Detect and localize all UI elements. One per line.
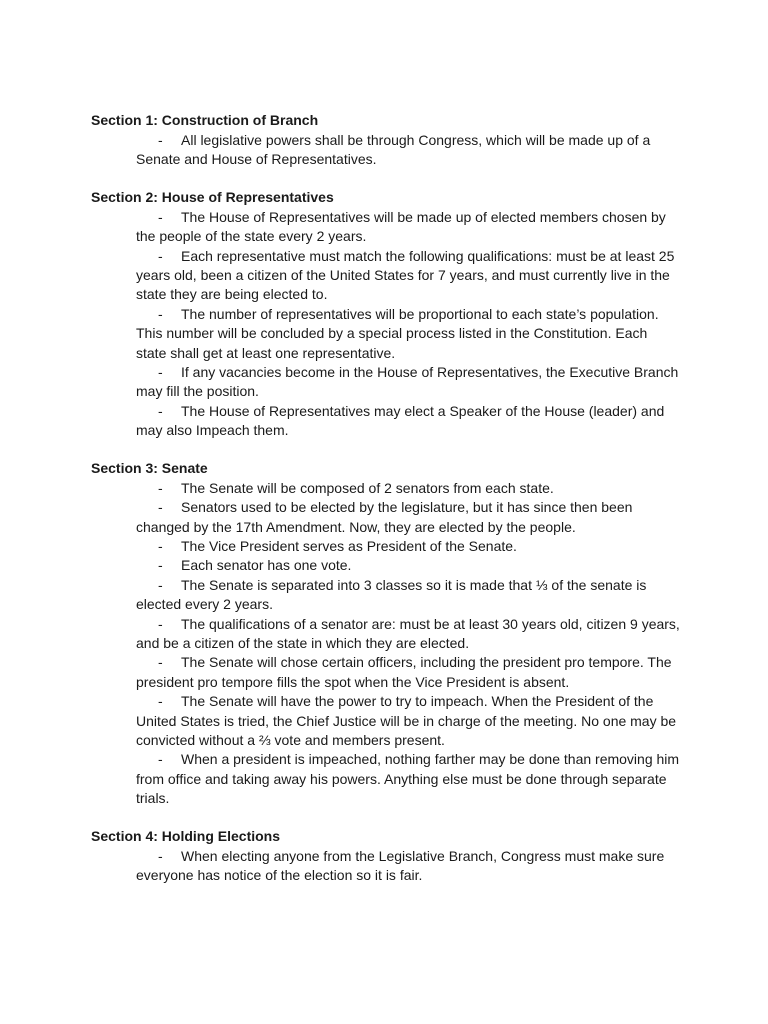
bullet-dash: - <box>158 751 163 768</box>
bullet-item <box>136 653 681 692</box>
bullet-item <box>136 363 681 402</box>
bullet-text: Each senator has one vote. <box>181 557 352 574</box>
bullet-text: The Senate will be composed of 2 senators from each state. <box>181 479 554 496</box>
bullet-text: All legislative powers shall be through Congress, which will be made up of a Senate and House of Representatives. <box>136 132 651 168</box>
bullet-text: The Vice President serves as President of the Senate. <box>181 537 517 554</box>
bullet-item <box>136 692 681 750</box>
bullet-item <box>136 537 681 556</box>
bullet-item <box>136 750 681 808</box>
bullet-dash: - <box>158 364 163 381</box>
section-heading: Section 4: Holding Elections <box>91 827 281 844</box>
bullet-item <box>136 247 681 305</box>
bullet-text: Senators used to be elected by the legislature, but it has since then been changed by the 17th Amendment. Now, they are elected by the people. <box>136 499 633 535</box>
section-heading: Section 3: Senate <box>91 459 208 476</box>
bullet-item <box>136 576 681 615</box>
bullet-dash: - <box>158 208 163 225</box>
bullet-dash: - <box>158 576 163 593</box>
bullet-list <box>91 131 681 170</box>
bullet-dash: - <box>158 537 163 554</box>
bullet-text: When electing anyone from the Legislative Branch, Congress must make sure everyone has notice of the election so it is fair. <box>136 847 665 883</box>
bullet-text: The Senate will chose certain officers, including the president pro tempore. The president pro tempore fills the spot when the Vice President is absent. <box>136 654 672 690</box>
bullet-item <box>136 402 681 441</box>
section-2 <box>91 188 681 441</box>
section-heading: Section 2: House of Representatives <box>91 188 334 205</box>
bullet-text: The number of representatives will be proportional to each state’s population. This number will be concluded by a special process listed in the Constitution. Each state shall get at least one representative. <box>136 305 659 361</box>
bullet-text: The House of Representatives will be made up of elected members chosen by the people of the state every 2 years. <box>136 208 666 245</box>
bullet-item <box>136 556 681 575</box>
section-3 <box>91 459 681 809</box>
bullet-dash: - <box>158 247 163 264</box>
bullet-dash: - <box>158 693 163 710</box>
bullet-list <box>91 847 681 886</box>
bullet-dash: - <box>158 499 163 516</box>
bullet-dash: - <box>158 305 163 322</box>
section-heading: Section 1: Construction of Branch <box>91 112 319 128</box>
bullet-text: If any vacancies become in the House of Representatives, the Executive Branch may fill the position. <box>136 364 679 400</box>
bullet-item <box>136 208 681 247</box>
bullet-item <box>136 847 681 886</box>
section-1 <box>91 111 681 170</box>
section-4 <box>91 827 681 886</box>
bullet-dash: - <box>158 479 163 496</box>
bullet-item <box>136 305 681 363</box>
bullet-text: The House of Representatives may elect a Speaker of the House (leader) and may also Impeach them. <box>136 402 665 439</box>
bullet-text: The Senate is separated into 3 classes so it is made that ⅓ of the senate is elected every 2 years. <box>136 576 647 613</box>
bullet-item <box>136 498 681 537</box>
bullet-dash: - <box>158 654 163 671</box>
bullet-dash: - <box>158 557 163 574</box>
bullet-item <box>136 615 681 654</box>
document-page <box>91 111 681 903</box>
bullet-dash: - <box>158 402 163 419</box>
bullet-text: When a president is impeached, nothing farther may be done than removing him from office and taking away his powers. Anything else must be done through separate trials. <box>136 751 680 807</box>
bullet-item <box>136 479 681 498</box>
bullet-dash: - <box>158 615 163 632</box>
bullet-dash: - <box>158 847 163 864</box>
bullet-dash: - <box>158 132 163 148</box>
bullet-text: The Senate will have the power to try to impeach. When the President of the United States is tried, the Chief Justice will be in charge of the meeting. No one may be convicted without a ⅔ vote and members present. <box>136 693 677 748</box>
bullet-item <box>136 131 681 170</box>
bullet-text: The qualifications of a senator are: must be at least 30 years old, citizen 9 years, and be a citizen of the state in which they are elected. <box>136 615 680 651</box>
bullet-text: Each representative must match the following qualifications: must be at least 25 years old, been a citizen of the United States for 7 years, and must currently live in the state they are being elected to. <box>136 247 675 303</box>
bullet-list <box>91 208 681 441</box>
bullet-list <box>91 479 681 809</box>
